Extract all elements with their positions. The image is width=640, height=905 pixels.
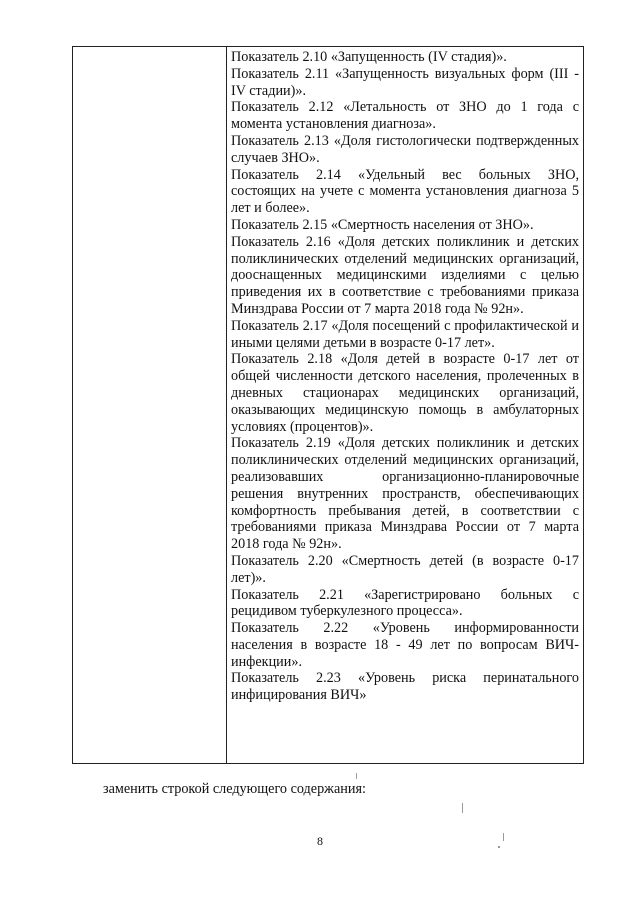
scan-speck <box>462 803 463 813</box>
indicator-2-17: Показатель 2.17 «Доля посещений с профилактической и иными целями детьми в возрасте 0-17 лет». <box>231 317 579 351</box>
replace-instruction: заменить строкой следующего содержания: <box>103 781 366 797</box>
indicator-2-15: Показатель 2.15 «Смертность населения от ЗНО». <box>231 216 534 233</box>
indicator-2-21: Показатель 2.21 «Зарегистрировано больных с рецидивом туберкулезного процесса». <box>231 586 579 620</box>
indicator-2-22: Показатель 2.22 «Уровень информированности населения в возрасте 18 - 49 лет по вопросам ВИЧ-инфекции». <box>231 620 579 670</box>
indicator-2-12: Показатель 2.12 «Летальность от ЗНО до 1 года с момента установления диагноза». <box>231 99 579 133</box>
indicator-2-10: Показатель 2.10 «Запущенность (IV стадия)». <box>231 49 507 65</box>
indicator-2-23: Показатель 2.23 «Уровень риска перинатального инфицирования ВИЧ» <box>231 670 579 704</box>
indicator-2-13: Показатель 2.13 «Доля гистологически подтвержденных случаев ЗНО». <box>231 132 579 166</box>
page-number: 8 <box>317 834 323 848</box>
table-right-cell <box>227 47 583 704</box>
scan-speck <box>498 846 500 848</box>
table-left-cell <box>73 47 227 763</box>
scan-speck <box>356 773 357 779</box>
indicator-table <box>72 46 584 764</box>
scan-speck <box>503 833 504 841</box>
indicator-2-20: Показатель 2.20 «Смертность детей (в возрасте 0-17 лет)». <box>231 552 579 586</box>
indicator-2-14: Показатель 2.14 «Удельный вес больных ЗНО, состоящих на учете с момента установления диагноза 5 лет и более». <box>231 166 579 217</box>
indicator-2-16: Показатель 2.16 «Доля детских поликлиник и детских поликлинических отделений медицинских организаций, дооснащенных медицинскими изделиями с целью приведения их в соответствие с требованиями приказа Минздрава России от 7 марта 2018 года № 92н». <box>231 233 579 317</box>
indicator-2-19: Показатель 2.19 «Доля детских поликлиник и детских поликлинических отделений медицинских организаций, реализовавших организационно-планировочные решения внутренних пространств, обеспечивающих комфортность пребывания детей, в соответствии с требованиями приказа Минздрава России от 7 марта 2018 года № 92н». <box>231 435 579 553</box>
indicator-2-18: Показатель 2.18 «Доля детей в возрасте 0-17 лет от общей численности детского населения, пролеченных в дневных стационарах медицинских организаций, оказывающих медицинскую помощь в амбулаторных условиях (процентов)». <box>231 351 579 435</box>
indicator-2-11: Показатель 2.11 «Запущенность визуальных форм (III - IV стадии)». <box>231 65 579 99</box>
